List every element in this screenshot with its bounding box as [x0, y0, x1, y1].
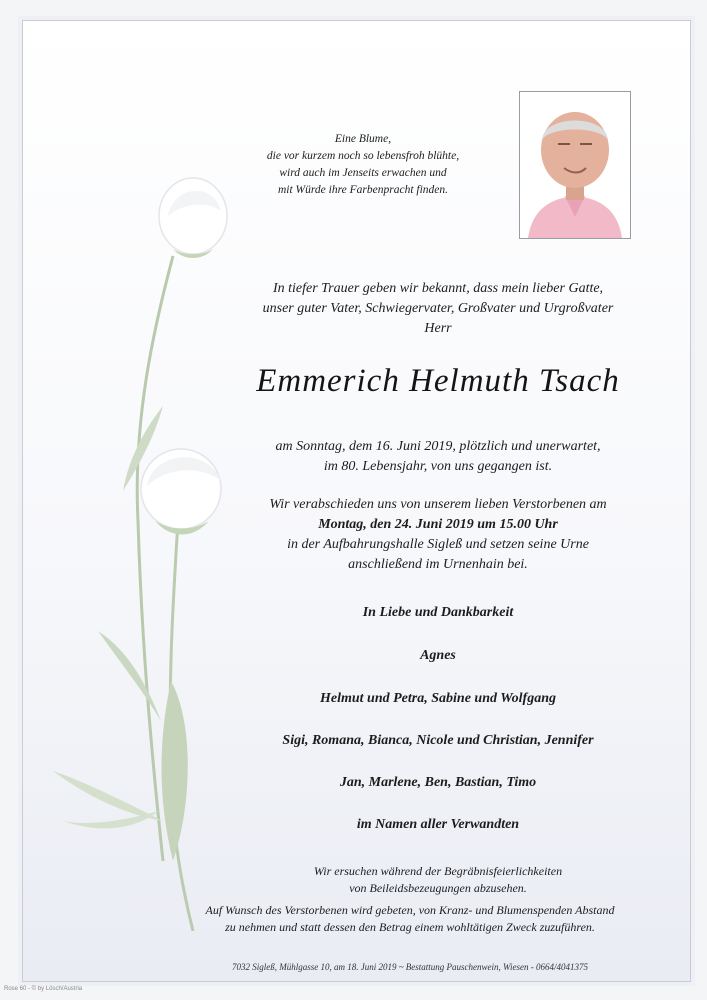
- farewell-line: anschließend im Urnenhain bei.: [348, 557, 528, 572]
- family-line: Agnes: [420, 648, 456, 663]
- poem-line: mit Würde ihre Farbenpracht finden.: [277, 184, 449, 196]
- passing-line: am Sonntag, dem 16. Juni 2019, plötzlich und unerwartet,: [275, 439, 601, 454]
- poem-line: wird auch im Jenseits erwachen und: [279, 167, 447, 179]
- family-line: In Liebe und Dankbarkeit: [362, 605, 514, 620]
- intro-line: unser guter Vater, Schwiegervater, Großvater und Urgroßvater: [262, 301, 614, 316]
- request-line: Wir ersuchen während der Begräbnisfeierlichkeiten: [313, 864, 563, 878]
- portrait-photo: [519, 91, 631, 239]
- footer-address: 7032 Sigleß, Mühlgasse 10, am 18. Juni 2019 ~ Bestattung Pauschenwein, Wiesen - 0664/4041375: [231, 962, 589, 972]
- farewell-line: in der Aufbahrungshalle Sigleß und setzen seine Urne: [287, 537, 589, 552]
- donation-line: Auf Wunsch des Verstorbenen wird gebeten, von Kranz- und Blumenspenden Abstand: [205, 903, 615, 917]
- farewell-line: Wir verabschieden uns von unserem lieben Verstorbenen am: [269, 497, 607, 512]
- image-credit: Rose 60 - © by Lösch/Austria: [4, 986, 83, 992]
- family-line: Jan, Marlene, Ben, Bastian, Timo: [339, 775, 537, 790]
- donation-notice: [150, 902, 670, 936]
- obituary-card: [22, 20, 691, 982]
- farewell-details: [193, 495, 683, 575]
- intro-line: In tiefer Trauer geben wir bekannt, dass mein lieber Gatte,: [272, 281, 604, 296]
- family-line: Sigi, Romana, Bianca, Nicole und Christian, Jennifer: [282, 733, 594, 748]
- passing-line: im 80. Lebensjahr, von uns gegangen ist.: [323, 459, 553, 474]
- request-line: von Beileidsbezeugungen abzusehen.: [349, 881, 527, 895]
- family-line: Helmut und Petra, Sabine und Wolfgang: [320, 691, 556, 706]
- family-line: im Namen aller Verwandten: [356, 817, 520, 832]
- announcement-intro: [193, 279, 683, 339]
- intro-line: Herr: [424, 321, 452, 336]
- funeral-date: Montag, den 24. Juni 2019 um 15.00 Uhr: [318, 517, 558, 532]
- poem-line: die vor kurzem noch so lebensfroh blühte,: [266, 150, 460, 162]
- poem: [253, 131, 473, 199]
- donation-line: zu nehmen und statt dessen den Betrag einem wohltätigen Zweck zuzuführen.: [225, 920, 595, 934]
- condolence-request: [193, 863, 683, 897]
- deceased-name: Emmerich Helmuth Tsach: [256, 363, 620, 399]
- passing-notice: [193, 437, 683, 477]
- poem-line: Eine Blume,: [334, 133, 392, 145]
